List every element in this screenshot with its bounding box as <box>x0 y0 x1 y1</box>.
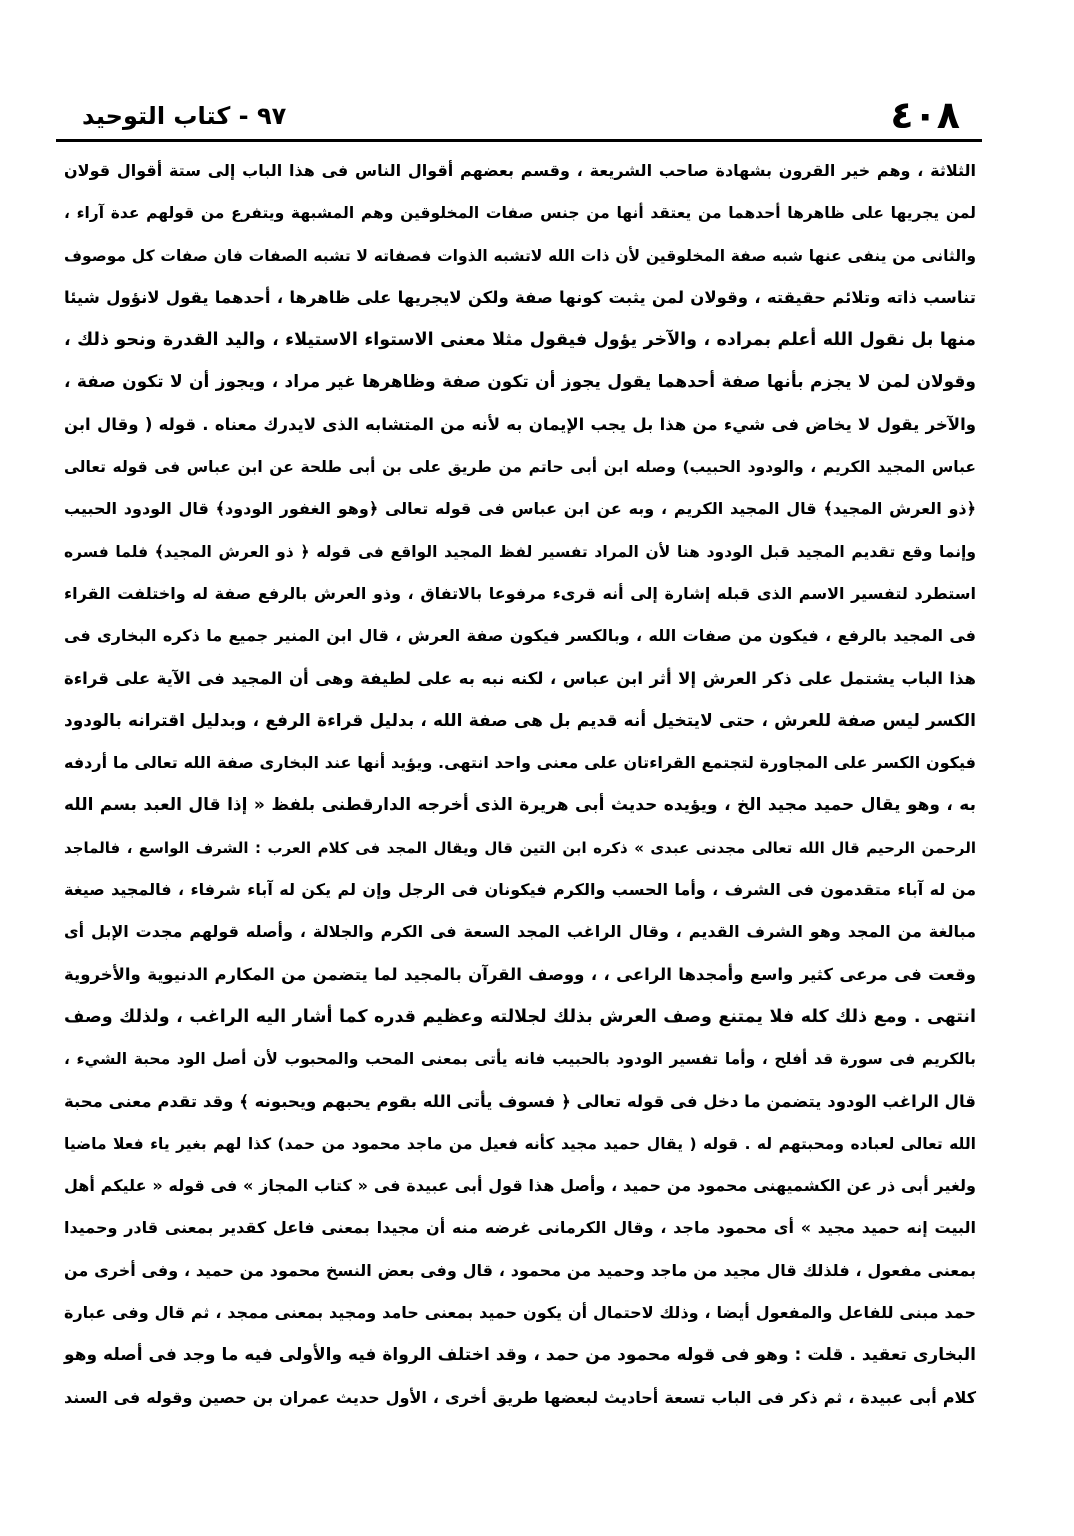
text-line: الكسر ليس صفة للعرش ، حتى لايتخيل أنه قديم بل هى صفة الله ، بدليل قراءة الرفع ، وبدليل اقترانه بالودود <box>64 710 976 731</box>
text-line: والآخر يقول لا يخاض فى شيء من هذا بل يجب الإيمان به لأنه من المتشابه الذى لايدرك معناه . قوله ( وقال ابن <box>64 414 976 434</box>
text-line: عباس المجيد الكريم ، والودود الحبيب) وصله ابن أبى حاتم من طريق على بن أبى طلحة عن ابن عباس فى قوله تعالى <box>64 458 976 477</box>
text-line: به ، وهو يقال حميد مجيد الخ ، ويؤيده حديث أبى هريرة الذى أخرجه الدارقطنى بلفظ « إذا قال العبد بسم الله <box>64 795 976 816</box>
text-line: ﴿ذو العرش المجيد﴾ قال المجيد الكريم ، وبه عن ابن عباس فى قوله تعالى ﴿وهو الغفور الودود﴾ قال الودود الحبيب <box>64 499 976 519</box>
text-line: والثانى من ينفى عنها شبه صفة المخلوقين لأن ذات الله لاتشبه الذوات فصفاته لا تشبه الصفات فان صفات كل موصوف <box>64 246 976 265</box>
text-line: حمد مبنى للفاعل والمفعول أيضا ، وذلك لاحتمال أن يكون حميد بمعنى حامد ومجيد بمعنى ممجد ، ثم قال وفى عبارة <box>64 1303 976 1323</box>
text-line: وقولان لمن لا يجزم بأنها صفة أحدهما يقول يجوز أن تكون صفة وظاهرها غير مراد ، ويجوز أن لا تكون صفة ، <box>64 372 976 393</box>
body-text <box>64 150 976 1419</box>
text-line: البخارى تعقيد . قلت : وهو فى قوله محمود من حمد ، وقد اختلف الرواة فيه والأولى فيه ما وجد فى أصله وهو <box>64 1345 976 1366</box>
text-line: الله تعالى لعباده ومحبتهم له . قوله ( يقال حميد مجيد كأنه فعيل من ماجد محمود من حمد) كذا لهم بغير ياء فعلا ماضيا <box>64 1134 976 1153</box>
text-line: استطرد لتفسير الاسم الذى قبله إشارة إلى أنه قرىء مرفوعا بالاتفاق ، وذو العرش بالرفع صفة له واختلفت القراء <box>64 583 976 603</box>
text-line: الثلاثة ، وهم خير القرون بشهادة صاحب الشريعة ، وقسم بعضهم أقوال الناس فى هذا الباب إلى ستة أقوال قولان <box>64 161 976 180</box>
text-line: لمن يجريها على ظاهرها أحدهما من يعتقد أنها من جنس صفات المخلوقين وهم المشبهة ويتفرع من قولهم عدة آراء ، <box>64 204 976 223</box>
text-line: منها بل نقول الله أعلم بمراده ، والآخر يؤول فيقول مثلا معنى الاستواء الاستيلاء ، واليد القدرة ونحو ذلك ، <box>64 330 976 351</box>
text-line: البيت إنه حميد مجيد » أى محمود ماجد ، وقال الكرمانى غرضه منه أن مجيدا بمعنى فاعل كقدير بمعنى قادر وحميدا <box>64 1218 976 1238</box>
text-line: مبالغة من المجد وهو الشرف القديم ، وقال الراغب المجد السعة فى الكرم والجلالة ، وأصله قولهم مجدت الإبل أى <box>64 922 976 942</box>
running-title: ٩٧ - كتاب التوحيد <box>82 102 287 130</box>
page-number: ٤٠٨ <box>890 93 960 137</box>
text-line: فى المجيد بالرفع ، فيكون من صفات الله ، وبالكسر فيكون صفة العرش ، قال ابن المنير جميع ما ذكره البخارى فى <box>64 626 976 646</box>
text-line: ولغير أبى ذر عن الكشميهنى محمود من حميد ، وأصل هذا قول أبى عبيدة فى « كتاب المجاز » فى قوله « عليكم أهل <box>64 1176 976 1196</box>
text-line: من له آباء متقدمون فى الشرف ، وأما الحسب والكرم فيكونان فى الرجل وإن لم يكن له آباء شرفاء ، فالمجيد صيغة <box>64 880 976 900</box>
text-line: تناسب ذاته وتلائم حقيقته ، وقولان لمن يثبت كونها صفة ولكن لايجريها على ظاهرها ، أحدهما يقول لانؤول شيئا <box>64 287 976 307</box>
header-rule <box>56 139 982 142</box>
text-line: بمعنى مفعول ، فلذلك قال مجيد من ماجد وحميد من محمود ، قال وفى بعض النسخ محمود من حميد ، وفى أخرى من <box>64 1260 976 1280</box>
text-line: كلام أبى عبيدة ، ثم ذكر فى الباب تسعة أحاديث لبعضها طريق أخرى ، الأول حديث عمران بن حصين وقوله فى السند <box>64 1387 976 1407</box>
text-line: هذا الباب يشتمل على ذكر العرش إلا أثر ابن عباس ، لكنه نبه به على لطيفة وهى أن المجيد فى الآية على قراءة <box>64 668 976 688</box>
text-line: فيكون الكسر على المجاورة لتجتمع القراءتان على معنى واحد انتهى. ويؤيد أنها عند البخارى صفة الله تعالى ما أردفه <box>64 753 976 773</box>
text-line: الرحمن الرحيم قال الله تعالى مجدنى عبدى » ذكره ابن التين قال ويقال المجد فى كلام العرب : الشرف الواسع ، فالماجد <box>64 838 976 857</box>
text-line: قال الراغب الودود يتضمن ما دخل فى قوله تعالى ﴿ فسوف يأتى الله بقوم يحبهم ويحبونه ﴾ وقد تقدم معنى محبة <box>64 1091 976 1111</box>
text-line: انتهى . ومع ذلك كله فلا يمتنع وصف العرش بذلك لجلالته وعظيم قدره كما أشار اليه الراغب ، ولذلك وصف <box>64 1006 976 1027</box>
text-line: وقعت فى مرعى كثير واسع وأمجدها الراعى ، ، ووصف القرآن بالمجيد لما يتضمن من المكارم الدنيوية والأخروية <box>64 964 976 984</box>
text-line: وإنما وقع تقديم المجيد قبل الودود هنا لأن المراد تفسير لفظ المجيد الواقع فى قوله ﴿ ذو العرش المجيد﴾ فلما فسره <box>64 542 976 561</box>
page-header <box>62 92 980 138</box>
text-line: بالكريم فى سورة قد أفلح ، وأما تفسير الودود بالحبيب فانه يأتى بمعنى المحب والمحبوب لأن أصل الود محبة الشيء ، <box>64 1050 976 1069</box>
